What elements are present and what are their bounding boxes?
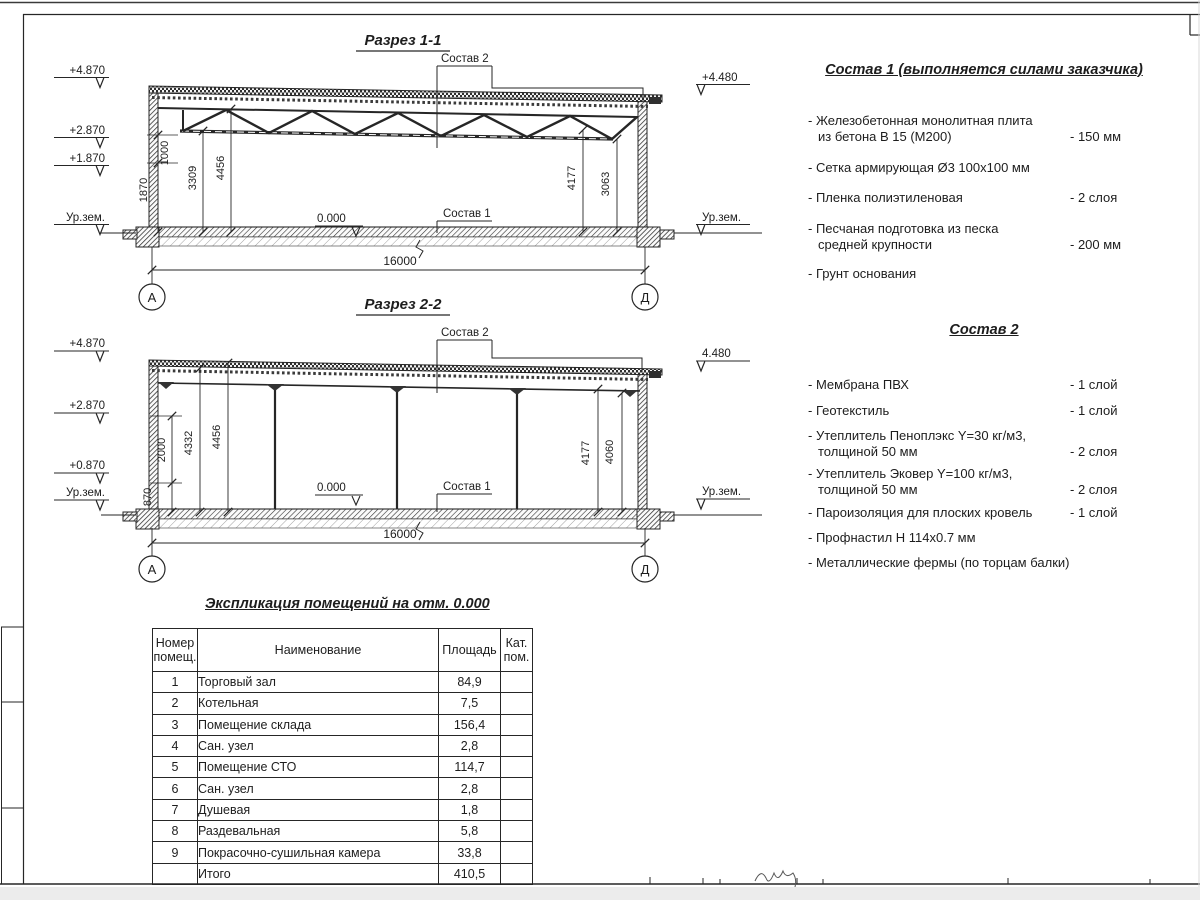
section-1-1-title: Разрез 1-1: [364, 32, 442, 49]
elev-4480-2: 4.480: [702, 348, 731, 360]
labels-1: [315, 53, 643, 236]
elev-ground-right-2: Ур.зем.: [702, 486, 742, 498]
sostav-2-item: - Мембрана ПВХ - 1 слой: [808, 377, 1118, 392]
sostav-1-item: - Песчаная подготовка из песка средней крупности - 200 мм: [808, 221, 1122, 252]
room-schedule-title: Экспликация помещений на отм. 0.000: [205, 596, 490, 612]
dim-3309: 3309: [187, 165, 199, 191]
header-room-number: Номер помещ.: [153, 629, 198, 672]
dim-1000: 1000: [159, 140, 171, 166]
axis-d-2: Д: [640, 562, 650, 577]
table-row-total: Итого 410,5: [153, 863, 533, 884]
leader-sostav2-2: Состав 2: [441, 327, 489, 339]
zero-mark: 0.000: [317, 213, 346, 225]
room-schedule-table: [152, 628, 533, 885]
table-row: 8 Раздевальная 5,8: [153, 821, 533, 842]
table-row: 4 Сан. узел 2,8: [153, 735, 533, 756]
sostav-2-item: - Утеплитель Эковер Y=100 кг/м3, толщиной 50 мм - 2 слоя: [808, 466, 1118, 497]
dim-span-2: 16000: [383, 527, 417, 541]
section-1-1: [54, 32, 762, 310]
elev-1870: +1.870: [69, 153, 105, 165]
dim-4060: 4060: [604, 439, 616, 465]
elev-0870-2: +0.870: [69, 460, 105, 472]
vertical-dimensions-1: [138, 105, 621, 236]
leader-sostav1: Состав 1: [443, 208, 491, 220]
leader-sostav1-2: Состав 1: [443, 481, 491, 493]
labels-2: [315, 327, 642, 512]
dim-span: 16000: [383, 254, 417, 268]
header-name: Наименование: [198, 629, 439, 672]
axis-a-2: А: [147, 562, 157, 577]
dim-4456-2: 4456: [211, 424, 223, 450]
dim-2000: 2000: [156, 437, 168, 463]
elev-4870: +4.870: [69, 65, 105, 77]
span-dimension-2: [139, 527, 658, 582]
dim-3063: 3063: [600, 171, 612, 197]
table-row: 1 Торговый зал 84,9: [153, 672, 533, 693]
sostav-1-item: - Грунт основания: [808, 266, 917, 281]
dim-4177: 4177: [566, 165, 578, 191]
elev-4480: +4.480: [702, 72, 738, 84]
dim-870: 870: [142, 487, 154, 507]
elev-2870-2: +2.870: [69, 400, 105, 412]
sostav-1-item: - Железобетонная монолитная плита из бетона В 15 (М200) - 150 мм: [808, 113, 1122, 144]
sostav-2-item: - Металлические фермы (по торцам балки): [808, 555, 1070, 570]
sostav-2-item: - Пароизоляция для плоских кровель - 1 слой: [808, 505, 1118, 520]
dim-4177-2: 4177: [580, 440, 592, 466]
header-area: Площадь: [439, 629, 501, 672]
section-2-2-title: Разрез 2-2: [364, 296, 442, 313]
axis-a: А: [147, 290, 157, 305]
elev-4870-2: +4.870: [69, 338, 105, 350]
leader-sostav2: Состав 2: [441, 53, 489, 65]
sostav-2-item: - Профнастил Н 114х0.7 мм: [808, 530, 976, 545]
axis-d: Д: [640, 290, 650, 305]
table-row: 5 Помещение СТО 114,7: [153, 757, 533, 778]
table-row: 2 Котельная 7,5: [153, 693, 533, 714]
elev-2870: +2.870: [69, 125, 105, 137]
table-header-row: [153, 629, 533, 672]
zero-mark-2: 0.000: [317, 482, 346, 494]
sostav-1-item: - Сетка армирующая Ø3 100х100 мм: [808, 160, 1030, 175]
elev-ground-left: Ур.зем.: [65, 212, 105, 224]
elev-ground-left-2: Ур.зем.: [65, 487, 105, 499]
sostav-1-title: Состав 1 (выполняется силами заказчика): [825, 62, 1143, 78]
table-row: 9 Покрасочно-сушильная камера 33,8: [153, 842, 533, 863]
vertical-dimensions-2: [142, 359, 626, 516]
table-row: 7 Душевая 1,8: [153, 799, 533, 820]
dim-1870: 1870: [138, 177, 150, 203]
section-2-2: [54, 296, 762, 582]
sostav-2-item: - Геотекстиль - 1 слой: [808, 403, 1118, 418]
building-section-1: [101, 86, 762, 258]
sostav-1-item: - Пленка полиэтиленовая - 2 слоя: [808, 190, 1118, 205]
table-row: 3 Помещение склада 156,4: [153, 714, 533, 735]
dim-4456: 4456: [215, 155, 227, 181]
table-row: 6 Сан. узел 2,8: [153, 778, 533, 799]
header-category: Кат. пом.: [501, 629, 533, 672]
sostav-2-item: - Утеплитель Пеноплэкс Y=30 кг/м3, толщиной 50 мм - 2 слоя: [808, 428, 1118, 459]
sostav-2-title: Состав 2: [949, 322, 1019, 338]
scan-edge-strip: [0, 887, 1200, 900]
dim-4332: 4332: [183, 430, 195, 456]
elev-ground-right: Ур.зем.: [702, 212, 742, 224]
